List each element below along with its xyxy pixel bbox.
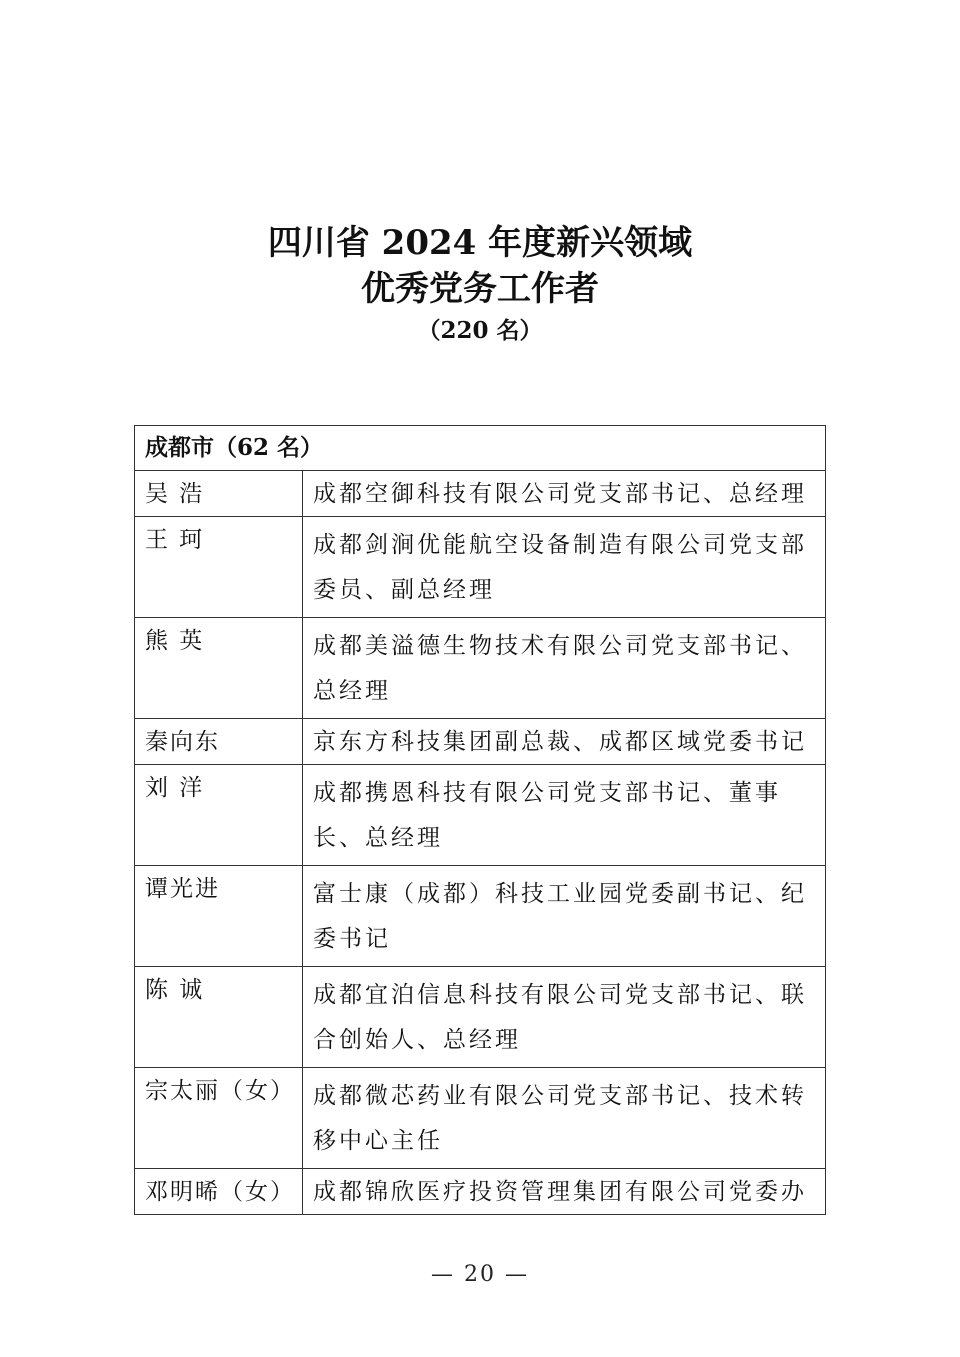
- honoree-title: 成都宜泊信息科技有限公司党支部书记、联合创始人、总经理: [303, 967, 826, 1068]
- honoree-name: 吴 浩: [135, 471, 303, 517]
- honoree-title: 成都携恩科技有限公司党支部书记、董事长、总经理: [303, 765, 826, 866]
- honoree-table: [134, 425, 826, 1215]
- table-row: [135, 765, 826, 866]
- honoree-title: 成都微芯药业有限公司党支部书记、技术转移中心主任: [303, 1068, 826, 1169]
- table-row: [135, 618, 826, 719]
- document-title-line2: 优秀党务工作者: [361, 269, 599, 309]
- honoree-name: 宗太丽（女）: [135, 1068, 303, 1169]
- document-subtitle: （220 名）: [417, 317, 543, 344]
- honoree-title: 成都锦欣医疗投资管理集团有限公司党委办: [303, 1169, 826, 1215]
- table-row: [135, 1169, 826, 1215]
- honoree-name: 王 珂: [135, 517, 303, 618]
- honoree-title: 富士康（成都）科技工业园党委副书记、纪委书记: [303, 866, 826, 967]
- honoree-title: 成都美溢德生物技术有限公司党支部书记、总经理: [303, 618, 826, 719]
- table-row: [135, 866, 826, 967]
- table-row: [135, 719, 826, 765]
- page-number: — 20 —: [431, 1262, 529, 1287]
- honoree-title: 成都剑涧优能航空设备制造有限公司党支部委员、副总经理: [303, 517, 826, 618]
- honoree-name: 刘 洋: [135, 765, 303, 866]
- table-row: [135, 967, 826, 1068]
- section-header: 成都市（62 名）: [135, 426, 826, 471]
- honoree-name: 谭光进: [135, 866, 303, 967]
- honoree-name: 秦向东: [135, 719, 303, 765]
- honoree-name: 熊 英: [135, 618, 303, 719]
- honoree-title: 京东方科技集团副总裁、成都区域党委书记: [303, 719, 826, 765]
- honoree-name: 陈 诚: [135, 967, 303, 1068]
- honoree-name: 邓明晞（女）: [135, 1169, 303, 1215]
- table-row: [135, 517, 826, 618]
- section-header-row: [135, 426, 826, 471]
- table-row: [135, 471, 826, 517]
- honoree-title: 成都空御科技有限公司党支部书记、总经理: [303, 471, 826, 517]
- table-row: [135, 1068, 826, 1169]
- document-title-line1: 四川省 2024 年度新兴领域: [267, 223, 693, 263]
